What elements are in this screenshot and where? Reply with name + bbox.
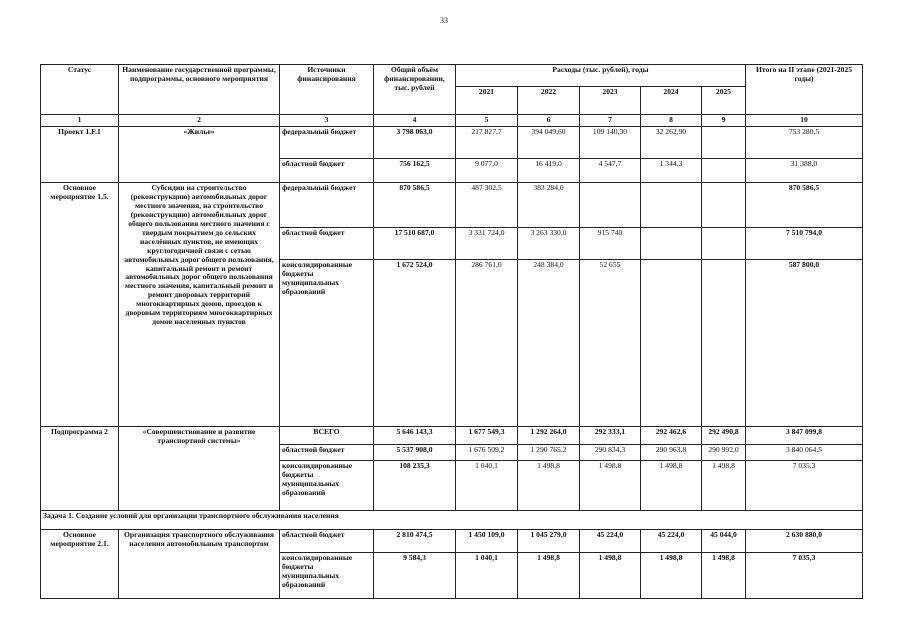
col-number: 1 xyxy=(41,115,119,127)
task-heading: Задача 1. Создание условий для организации транспортного обслуживания населения xyxy=(41,510,863,529)
row-2023: 52 655 xyxy=(580,259,641,426)
row-total: 108 235,3 xyxy=(374,460,456,510)
row-2025: 1 498,8 xyxy=(702,460,746,510)
row-2023: 109 140,30 xyxy=(580,126,641,158)
col-number: 7 xyxy=(580,115,641,127)
row-2024: 1 498,8 xyxy=(641,552,702,598)
row-source: областной бюджет xyxy=(280,227,374,259)
page-number: 33 xyxy=(440,16,448,25)
col-number: 10 xyxy=(746,115,863,127)
header-expenses: Расходы (тыс. рублей), годы xyxy=(456,65,746,87)
row-2025 xyxy=(702,126,746,158)
table-row xyxy=(41,126,863,158)
row-2024: 1 498,8 xyxy=(641,460,702,510)
col-number: 4 xyxy=(374,115,456,127)
header-year-2024: 2024 xyxy=(641,87,702,115)
row-2022: 1 292 264,0 xyxy=(518,426,580,444)
row-2024: 45 224,0 xyxy=(641,529,702,552)
row-stage-total: 7 510 794,0 xyxy=(746,227,863,259)
row-2022: 3 263 330,0 xyxy=(518,227,580,259)
col-number: 5 xyxy=(456,115,518,127)
row-2023: 915 740 xyxy=(580,227,641,259)
row-2022: 16 419,0 xyxy=(518,158,580,182)
row-2025 xyxy=(702,182,746,227)
column-numbers-row xyxy=(41,115,863,127)
row-total: 1 672 524,0 xyxy=(374,259,456,426)
row-2023: 1 498,8 xyxy=(580,552,641,598)
row-stage-total: 3 840 064,5 xyxy=(746,444,863,460)
row-2021: 1 040,1 xyxy=(456,552,518,598)
col-number: 9 xyxy=(702,115,746,127)
row-2024: 1 344,3 xyxy=(641,158,702,182)
row-2022: 394 049,60 xyxy=(518,126,580,158)
row-stage-total: 7 035,3 xyxy=(746,552,863,598)
table-row xyxy=(41,182,863,227)
row-stage-total: 2 630 880,0 xyxy=(746,529,863,552)
row-status: Основное мероприятие 1.5. xyxy=(41,182,119,426)
row-2021: 1 450 109,0 xyxy=(456,529,518,552)
row-status: Основное мероприятие 2.1. xyxy=(41,529,119,598)
header-year-2023: 2023 xyxy=(580,87,641,115)
row-2024: 32 262,90 xyxy=(641,126,702,158)
row-source: консолидированные бюджеты муниципальных образований xyxy=(280,259,374,426)
row-2023: 4 547,7 xyxy=(580,158,641,182)
row-source: ВСЕГО xyxy=(280,426,374,444)
row-2025 xyxy=(702,158,746,182)
col-number: 2 xyxy=(119,115,280,127)
row-total: 3 798 063,0 xyxy=(374,126,456,158)
row-total: 9 584,3 xyxy=(374,552,456,598)
row-2021: 9 077,0 xyxy=(456,158,518,182)
table-row xyxy=(41,529,863,552)
row-source: федеральный бюджет xyxy=(280,126,374,158)
row-total: 2 810 474,5 xyxy=(374,529,456,552)
row-2024 xyxy=(641,227,702,259)
row-2024 xyxy=(641,182,702,227)
row-stage-total: 3 847 099,8 xyxy=(746,426,863,444)
row-2021: 217 827,7 xyxy=(456,126,518,158)
header-status: Статус xyxy=(41,65,119,115)
row-name: Субсидии на строительство (реконструкцию) автомобильных дорог местного значения, на строительство (реконструкцию) автомобильных дорог общего пользования местного значения с твердым покрытием до сельских населённых пунктов, не имеющих круглогодичной связи с сетью автомобильных дорог общего пользования, капитальный ремонт и ремонт автомобильных дорог общего пользования местного значения, капитальный ремонт и ремонт дворовых территорий многоквартирных домов, проездов к дворовым территориям многоквартирных домов населенных пунктов xyxy=(119,182,280,426)
row-source: областной бюджет xyxy=(280,444,374,460)
header-year-2021: 2021 xyxy=(456,87,518,115)
row-source: консолидированные бюджеты муниципальных образований xyxy=(280,460,374,510)
row-2025: 290 992,0 xyxy=(702,444,746,460)
header-stage-total: Итого на II этапе (2021-2025 годы) xyxy=(746,65,863,115)
row-2022: 383 284,0 xyxy=(518,182,580,227)
budget-table xyxy=(40,64,863,599)
row-source: областной бюджет xyxy=(280,529,374,552)
row-2024 xyxy=(641,259,702,426)
row-stage-total: 870 586,5 xyxy=(746,182,863,227)
col-number: 8 xyxy=(641,115,702,127)
row-2024: 292 462,6 xyxy=(641,426,702,444)
header-name: Наименование государственной программы, подпрограммы, основного мероприятия xyxy=(119,65,280,115)
row-2022: 1 498,8 xyxy=(518,552,580,598)
row-2021: 1 040,1 xyxy=(456,460,518,510)
row-total: 756 162,5 xyxy=(374,158,456,182)
row-2021: 1 676 509,2 xyxy=(456,444,518,460)
row-2021: 286 761,0 xyxy=(456,259,518,426)
row-2025: 1 498,8 xyxy=(702,552,746,598)
row-2022: 1 290 765,2 xyxy=(518,444,580,460)
row-2023 xyxy=(580,182,641,227)
row-stage-total: 587 800,0 xyxy=(746,259,863,426)
row-source: федеральный бюджет xyxy=(280,182,374,227)
row-stage-total: 31 388,0 xyxy=(746,158,863,182)
row-2023: 45 224,0 xyxy=(580,529,641,552)
row-status: Проект 1.F.1 xyxy=(41,126,119,182)
row-name: «Жилье» xyxy=(119,126,280,182)
row-source: областной бюджет xyxy=(280,158,374,182)
row-2025: 292 490,8 xyxy=(702,426,746,444)
row-stage-total: 7 035,3 xyxy=(746,460,863,510)
col-number: 6 xyxy=(518,115,580,127)
row-2023: 290 834,3 xyxy=(580,444,641,460)
col-number: 3 xyxy=(280,115,374,127)
header-year-2025: 2025 xyxy=(702,87,746,115)
row-2022: 1 045 279,0 xyxy=(518,529,580,552)
row-2021: 487 302,5 xyxy=(456,182,518,227)
row-total: 5 537 908,0 xyxy=(374,444,456,460)
row-2025 xyxy=(702,259,746,426)
table-row xyxy=(41,426,863,444)
row-2021: 3 331 724,0 xyxy=(456,227,518,259)
row-2024: 290 963,8 xyxy=(641,444,702,460)
row-2023: 1 498,8 xyxy=(580,460,641,510)
row-total: 17 510 687,0 xyxy=(374,227,456,259)
table-row xyxy=(41,510,863,529)
row-2023: 292 333,1 xyxy=(580,426,641,444)
header-total: Общий объём финансировании, тыс. рублей xyxy=(374,65,456,115)
row-source: консолидированные бюджеты муниципальных образований xyxy=(280,552,374,598)
row-total: 870 586,5 xyxy=(374,182,456,227)
row-status: Подпрограмма 2 xyxy=(41,426,119,510)
row-2021: 1 677 549,3 xyxy=(456,426,518,444)
row-2025: 45 044,0 xyxy=(702,529,746,552)
header-sources: Источники финансирования xyxy=(280,65,374,115)
header-year-2022: 2022 xyxy=(518,87,580,115)
row-name: «Совершенствование и развитие транспортной системы» xyxy=(119,426,280,510)
row-2022: 1 498,8 xyxy=(518,460,580,510)
row-2022: 248 384,0 xyxy=(518,259,580,426)
row-stage-total: 753 280,5 xyxy=(746,126,863,158)
row-name: Организация транспортного обслуживания населения автомобильным транспортом xyxy=(119,529,280,598)
row-total: 5 646 143,3 xyxy=(374,426,456,444)
row-2025 xyxy=(702,227,746,259)
